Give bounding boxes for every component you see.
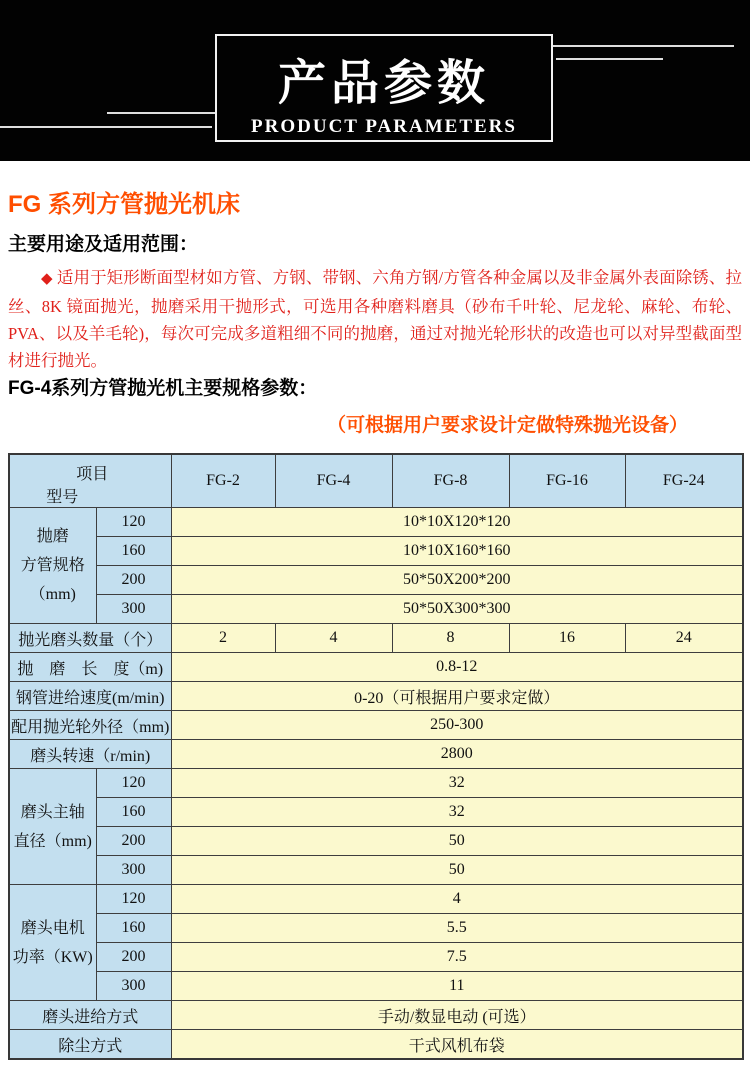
value-cell: 50 xyxy=(171,827,743,856)
value-cell: 32 xyxy=(171,798,743,827)
size-cell: 120 xyxy=(96,885,171,914)
size-cell: 160 xyxy=(96,798,171,827)
value-cell: 7.5 xyxy=(171,943,743,972)
table-header-row xyxy=(9,454,743,508)
header-col-fg8: FG-8 xyxy=(392,454,509,508)
usage-description xyxy=(8,264,742,374)
value-cell: 2800 xyxy=(171,740,743,769)
header-col-fg24: FG-24 xyxy=(625,454,743,508)
value-cell: 24 xyxy=(625,624,743,653)
usage-title: 主要用途及适用范围： xyxy=(8,234,199,255)
value-cell: 2 xyxy=(171,624,275,653)
custom-order-note: （可根据用户要求设计定做特殊抛光设备） xyxy=(326,415,688,436)
head-count-label: 抛光磨头数量（个） xyxy=(9,624,171,653)
value-cell: 50*50X300*300 xyxy=(171,595,743,624)
value-cell: 4 xyxy=(171,885,743,914)
header-col-fg16: FG-16 xyxy=(509,454,625,508)
product-parameters-banner xyxy=(0,0,750,161)
series-title: FG 系列方管抛光机床 xyxy=(8,191,240,218)
header-col-fg4: FG-4 xyxy=(275,454,392,508)
value-cell: 0-20（可根据用户要求定做） xyxy=(171,682,743,711)
table-row xyxy=(9,914,743,943)
table-row xyxy=(9,1030,743,1060)
corner-item-label: 项目 xyxy=(76,465,109,483)
value-cell: 5.5 xyxy=(171,914,743,943)
table-row xyxy=(9,711,743,740)
table-row xyxy=(9,682,743,711)
value-cell: 4 xyxy=(275,624,392,653)
size-cell: 200 xyxy=(96,827,171,856)
banner-decor-line-left-1 xyxy=(107,112,217,114)
motor-group-label xyxy=(9,885,96,1001)
value-cell: 50 xyxy=(171,856,743,885)
motor-line2: 功率（KW) xyxy=(12,948,93,966)
specs-title: FG-4系列方管抛光机主要规格参数： xyxy=(8,378,318,399)
value-cell: 0.8-12 xyxy=(171,653,743,682)
table-row xyxy=(9,595,743,624)
value-cell: 手动/数显电动 (可选） xyxy=(171,1001,743,1030)
banner-subtitle: PRODUCT PARAMETERS xyxy=(251,116,517,137)
table-row xyxy=(9,537,743,566)
table-row xyxy=(9,508,743,537)
table-row xyxy=(9,798,743,827)
diamond-bullet-icon: ◆ xyxy=(41,271,53,287)
corner-model-label: 型号 xyxy=(46,488,79,506)
size-cell: 300 xyxy=(96,595,171,624)
banner-frame xyxy=(215,34,553,142)
row-label: 配用抛光轮外径（mm) xyxy=(9,711,171,740)
spec-table xyxy=(8,453,744,1060)
row-label: 磨头进给方式 xyxy=(9,1001,171,1030)
size-cell: 160 xyxy=(96,914,171,943)
table-row xyxy=(9,769,743,798)
row-label: 抛 磨 长 度（m) xyxy=(9,653,171,682)
motor-line1: 磨头电机 xyxy=(20,919,85,937)
table-corner-cell xyxy=(9,454,171,508)
value-cell: 32 xyxy=(171,769,743,798)
size-cell: 160 xyxy=(96,537,171,566)
size-cell: 200 xyxy=(96,566,171,595)
value-cell: 11 xyxy=(171,972,743,1001)
table-row xyxy=(9,653,743,682)
tube-spec-line3: （mm) xyxy=(29,586,76,603)
header-col-fg2: FG-2 xyxy=(171,454,275,508)
value-cell: 10*10X160*160 xyxy=(171,537,743,566)
value-cell: 干式风机布袋 xyxy=(171,1030,743,1060)
spindle-line1: 磨头主轴 xyxy=(20,803,85,821)
spindle-group-label xyxy=(9,769,96,885)
size-cell: 300 xyxy=(96,856,171,885)
spindle-line2: 直径（mm) xyxy=(13,832,92,850)
row-label: 除尘方式 xyxy=(9,1030,171,1060)
tube-spec-line1: 抛磨 xyxy=(36,528,69,545)
table-row xyxy=(9,856,743,885)
banner-decor-line-right-1 xyxy=(553,45,734,47)
size-cell: 300 xyxy=(96,972,171,1001)
usage-description-text: 适用于矩形断面型材如方管、方钢、带钢、六角方钢/方管各种金属以及非金属外表面除锈、拉丝、8K 镜面抛光，抛磨采用干抛形式，可选用各种磨料磨具（砂布千叶轮、尼龙轮、麻轮、布轮、PVA、以及羊毛轮)，每次可完成多道粗细不同的抛磨，通过对抛光轮形状的改造也可以对异型截面型材进行抛光。 xyxy=(8,268,742,370)
table-row xyxy=(9,740,743,769)
size-cell: 200 xyxy=(96,943,171,972)
banner-title: 产品参数 xyxy=(277,57,490,110)
banner-decor-line-left-2 xyxy=(0,126,212,128)
row-label: 磨头转速（r/min) xyxy=(9,740,171,769)
table-row xyxy=(9,566,743,595)
tube-spec-line2: 方管规格 xyxy=(20,557,85,574)
value-cell: 16 xyxy=(509,624,625,653)
size-cell: 120 xyxy=(96,769,171,798)
banner-decor-line-right-2 xyxy=(556,58,663,60)
table-row xyxy=(9,885,743,914)
table-row xyxy=(9,972,743,1001)
table-row xyxy=(9,827,743,856)
table-row xyxy=(9,943,743,972)
value-cell: 10*10X120*120 xyxy=(171,508,743,537)
table-row xyxy=(9,624,743,653)
value-cell: 50*50X200*200 xyxy=(171,566,743,595)
value-cell: 8 xyxy=(392,624,509,653)
table-row xyxy=(9,1001,743,1030)
value-cell: 250-300 xyxy=(171,711,743,740)
tube-spec-group-label xyxy=(9,508,96,624)
size-cell: 120 xyxy=(96,508,171,537)
row-label: 钢管进给速度(m/min) xyxy=(9,682,171,711)
